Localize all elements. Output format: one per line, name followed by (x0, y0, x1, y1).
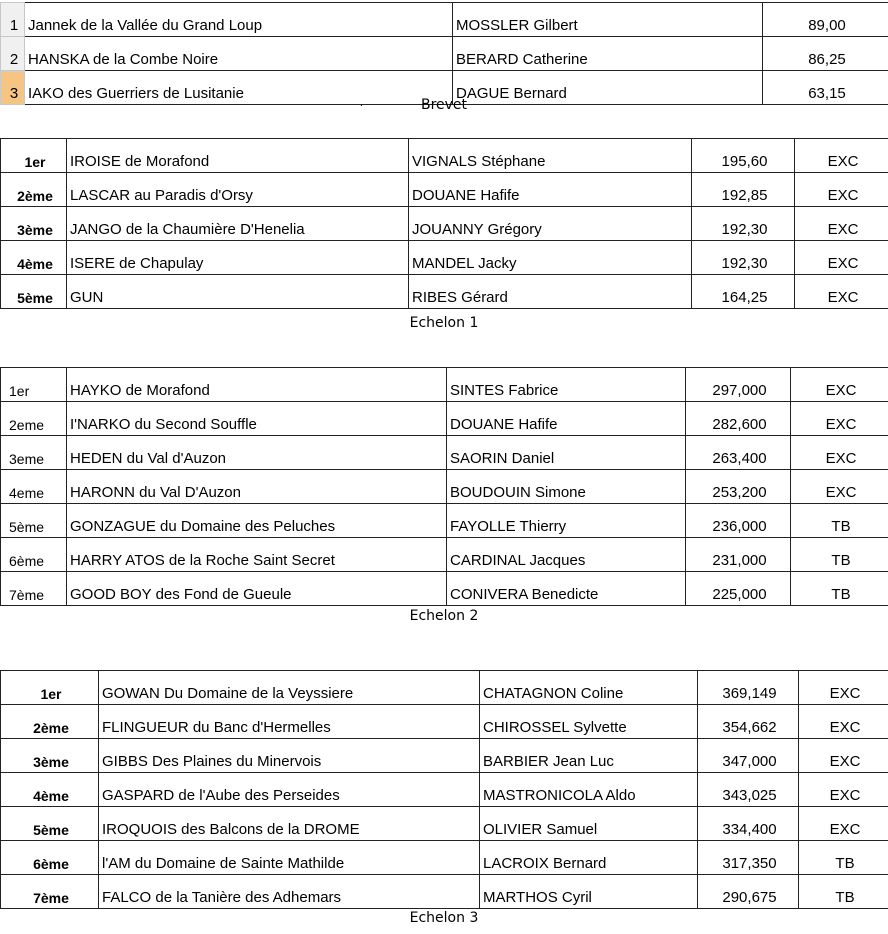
owner-cell: MARTHOS Cyril (480, 875, 698, 909)
table-row (1, 671, 888, 705)
table-row (1, 875, 888, 909)
grade-cell: TB (791, 538, 888, 572)
owner-cell: MOSSLER Gilbert (453, 3, 763, 37)
rank-cell: 6ème (1, 841, 99, 875)
rank-cell: 1er (1, 671, 99, 705)
rank-cell: 1er (1, 368, 67, 402)
owner-cell: LACROIX Bernard (480, 841, 698, 875)
table-row (1, 572, 888, 606)
echelon3-caption: Echelon 3 (409, 910, 479, 926)
dog-name-cell: HEDEN du Val d'Auzon (67, 436, 447, 470)
dog-name-cell: IAKO des Guerriers de Lusitanie (25, 71, 453, 105)
echelon1-table (0, 367, 888, 606)
owner-cell: DAGUE Bernard (453, 71, 763, 105)
table-row (1, 3, 888, 37)
table-row (1, 436, 888, 470)
grade-cell: EXC (799, 671, 888, 705)
dog-name-cell: GASPARD de l'Aube des Perseides (99, 773, 480, 807)
grade-cell: EXC (795, 275, 888, 309)
stray-dot: . (360, 98, 363, 109)
grade-cell: EXC (791, 368, 888, 402)
grade-cell: TB (799, 875, 888, 909)
brevet-table (0, 138, 888, 309)
rank-cell: 2eme (1, 402, 67, 436)
dog-name-cell: GOOD BOY des Fond de Gueule (67, 572, 447, 606)
owner-cell: RIBES Gérard (409, 275, 692, 309)
grade-cell: TB (791, 504, 888, 538)
grade-cell: EXC (799, 807, 888, 841)
dog-name-cell: JANGO de la Chaumière D'Henelia (67, 207, 409, 241)
echelon1-caption: Echelon 1 (409, 315, 479, 331)
table-row (1, 368, 888, 402)
score-cell: 231,000 (686, 538, 791, 572)
owner-cell: OLIVIER Samuel (480, 807, 698, 841)
score-cell: 89,00 (763, 3, 888, 37)
score-cell: 225,000 (686, 572, 791, 606)
grade-cell: EXC (795, 207, 888, 241)
dog-name-cell: HAYKO de Morafond (67, 368, 447, 402)
dog-name-cell: IROISE de Morafond (67, 139, 409, 173)
dog-name-cell: Jannek de la Vallée du Grand Loup (25, 3, 453, 37)
rank-cell: 2ème (1, 173, 67, 207)
dog-name-cell: GIBBS Des Plaines du Minervois (99, 739, 480, 773)
owner-cell: SAORIN Daniel (447, 436, 686, 470)
dog-name-cell: ISERE de Chapulay (67, 241, 409, 275)
score-cell: 236,000 (686, 504, 791, 538)
dog-name-cell: GOWAN Du Domaine de la Veyssiere (99, 671, 480, 705)
owner-cell: BERARD Catherine (453, 37, 763, 71)
grade-cell: EXC (795, 173, 888, 207)
owner-cell: SINTES Fabrice (447, 368, 686, 402)
table-row (1, 402, 888, 436)
dog-name-cell: I'NARKO du Second Souffle (67, 402, 447, 436)
rank-cell: 4ème (1, 773, 99, 807)
rank-cell: 7ème (1, 572, 67, 606)
dog-name-cell: HARRY ATOS de la Roche Saint Secret (67, 538, 447, 572)
owner-cell: CONIVERA Benedicte (447, 572, 686, 606)
table-row (1, 275, 888, 309)
table-row (1, 504, 888, 538)
table-row (1, 241, 888, 275)
row-index: 3 (1, 71, 25, 105)
echelon2-caption: Echelon 2 (409, 608, 479, 624)
score-cell: 192,30 (692, 241, 795, 275)
owner-cell: DOUANE Hafife (409, 173, 692, 207)
table-row (1, 841, 888, 875)
grade-cell: EXC (791, 402, 888, 436)
row-index: 1 (1, 3, 25, 37)
score-cell: 290,675 (698, 875, 799, 909)
table-row (1, 807, 888, 841)
rank-cell: 3ème (1, 207, 67, 241)
score-cell: 192,85 (692, 173, 795, 207)
rank-cell: 2ème (1, 705, 99, 739)
grade-cell: EXC (799, 705, 888, 739)
dog-name-cell: FLINGUEUR du Banc d'Hermelles (99, 705, 480, 739)
dog-name-cell: LASCAR au Paradis d'Orsy (67, 173, 409, 207)
rank-cell: 5ème (1, 275, 67, 309)
rank-cell: 1er (1, 139, 67, 173)
dog-name-cell: FALCO de la Tanière des Adhemars (99, 875, 480, 909)
score-cell: 63,15 (763, 71, 888, 105)
rank-cell: 5ème (1, 504, 67, 538)
echelon2-table (0, 670, 888, 909)
score-cell: 343,025 (698, 773, 799, 807)
score-cell: 334,400 (698, 807, 799, 841)
score-cell: 164,25 (692, 275, 795, 309)
grade-cell: EXC (795, 139, 888, 173)
brevet-caption: Brevet (420, 97, 468, 113)
table-row (1, 705, 888, 739)
score-cell: 369,149 (698, 671, 799, 705)
top-results-table (0, 2, 888, 105)
score-cell: 263,400 (686, 436, 791, 470)
rank-cell: 7ème (1, 875, 99, 909)
score-cell: 195,60 (692, 139, 795, 173)
rank-cell: 3eme (1, 436, 67, 470)
rank-cell: 4ème (1, 241, 67, 275)
table-row (1, 470, 888, 504)
owner-cell: VIGNALS Stéphane (409, 139, 692, 173)
grade-cell: EXC (791, 436, 888, 470)
owner-cell: FAYOLLE Thierry (447, 504, 686, 538)
score-cell: 347,000 (698, 739, 799, 773)
table-row (1, 538, 888, 572)
score-cell: 354,662 (698, 705, 799, 739)
score-cell: 317,350 (698, 841, 799, 875)
dog-name-cell: HANSKA de la Combe Noire (25, 37, 453, 71)
table-row (1, 739, 888, 773)
owner-cell: JOUANNY Grégory (409, 207, 692, 241)
owner-cell: MASTRONICOLA Aldo (480, 773, 698, 807)
rank-cell: 3ème (1, 739, 99, 773)
owner-cell: DOUANE Hafife (447, 402, 686, 436)
owner-cell: CHIROSSEL Sylvette (480, 705, 698, 739)
dog-name-cell: GUN (67, 275, 409, 309)
grade-cell: EXC (799, 739, 888, 773)
row-index: 2 (1, 37, 25, 71)
table-row (1, 207, 888, 241)
owner-cell: CHATAGNON Coline (480, 671, 698, 705)
score-cell: 86,25 (763, 37, 888, 71)
rank-cell: 4eme (1, 470, 67, 504)
dog-name-cell: l'AM du Domaine de Sainte Mathilde (99, 841, 480, 875)
score-cell: 282,600 (686, 402, 791, 436)
table-row (1, 173, 888, 207)
rank-cell: 5ème (1, 807, 99, 841)
grade-cell: TB (791, 572, 888, 606)
grade-cell: TB (799, 841, 888, 875)
owner-cell: MANDEL Jacky (409, 241, 692, 275)
rank-cell: 6ème (1, 538, 67, 572)
grade-cell: EXC (799, 773, 888, 807)
table-row (1, 139, 888, 173)
grade-cell: EXC (791, 470, 888, 504)
table-row (1, 37, 888, 71)
score-cell: 192,30 (692, 207, 795, 241)
score-cell: 297,000 (686, 368, 791, 402)
dog-name-cell: GONZAGUE du Domaine des Peluches (67, 504, 447, 538)
owner-cell: BOUDOUIN Simone (447, 470, 686, 504)
score-cell: 253,200 (686, 470, 791, 504)
owner-cell: CARDINAL Jacques (447, 538, 686, 572)
dog-name-cell: HARONN du Val D'Auzon (67, 470, 447, 504)
owner-cell: BARBIER Jean Luc (480, 739, 698, 773)
grade-cell: EXC (795, 241, 888, 275)
dog-name-cell: IROQUOIS des Balcons de la DROME (99, 807, 480, 841)
table-row (1, 773, 888, 807)
